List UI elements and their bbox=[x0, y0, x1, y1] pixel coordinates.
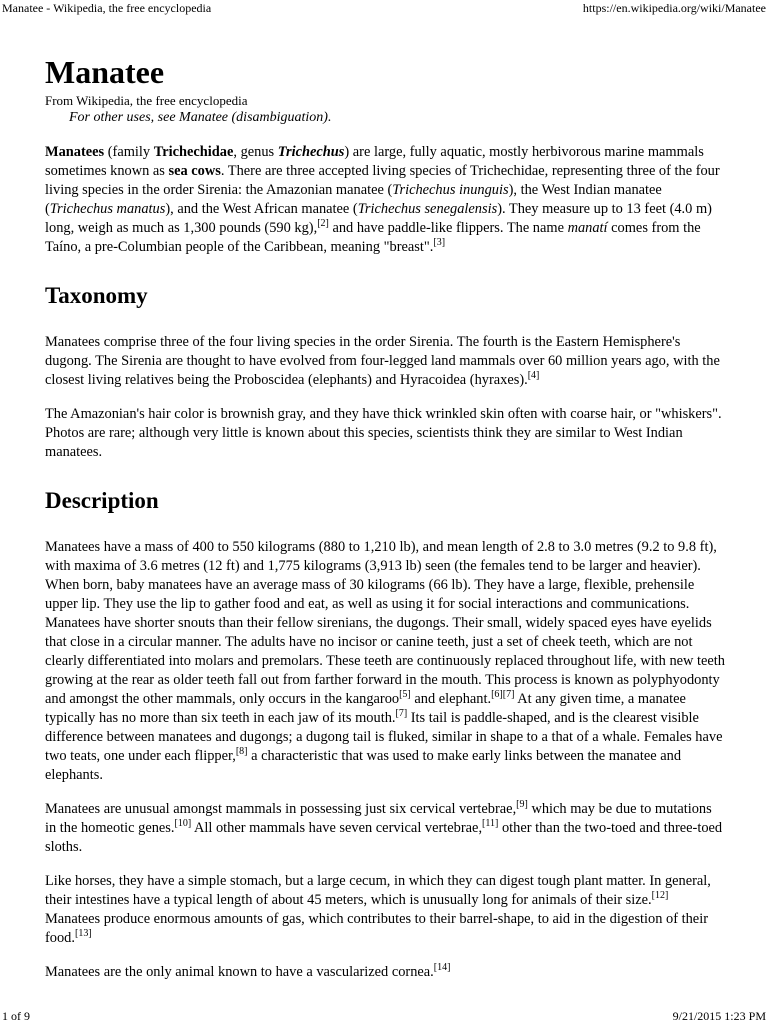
citation-ref[interactable]: [7] bbox=[395, 708, 408, 720]
citation-ref[interactable]: [10] bbox=[174, 818, 192, 830]
citation-ref[interactable]: [8] bbox=[235, 746, 248, 758]
italic-term: manatí bbox=[567, 220, 608, 236]
citation-ref[interactable]: [13] bbox=[74, 928, 92, 940]
citation-ref[interactable]: [11] bbox=[482, 818, 499, 830]
print-footer bbox=[0, 1008, 768, 1024]
link-trichechidae[interactable]: Trichechidae bbox=[153, 144, 234, 160]
print-timestamp: 9/21/2015 1:23 PM bbox=[672, 1009, 766, 1023]
species-name[interactable]: Trichechus inunguis bbox=[392, 182, 509, 198]
description-paragraph-1: Manatees have a mass of 400 to 550 kilograms (880 to 1,210 lb), and mean length of 2.8 to 3.0 metres (9.2 to 9.8 ft), with maxima of 3.6 metres (12 ft) and 1,775 kilograms (3,913 lb) seen (the females tend to be larger and heavier). When born, baby manatees have an average mass of 30 kilograms (66 lb). They have a large, flexible, prehensile upper lip. They use the lip to gather food and eat, as well as using it for social interactions and communications. Manatees have shorter snouts than their fellow sirenians, the dugongs. Their small, widely spaced eyes have eyelids that close in a circular manner. The adults have no incisor or canine teeth, just a set of cheek teeth, which are not clearly differentiated into molars and premolars. These teeth are continuously replaced throughout life, with new teeth growing at the rear as older teeth fall out from farther forward in the mouth. This process is known as polyphyodonty and amongst the other mammals, only occurs in the kangaroo[5] and elephant.[6][7] At any given time, a manatee typically has no more than six teeth in each jaw of its mouth.[7] Its tail is paddle-shaped, and is the clearest visible difference between manatees and dugongs; a dugong tail is fluked, similar in shape to a that of a whale. Females have two teats, one under each flipper,[8] a characteristic that was used to make early links between the manatee and elephants. bbox=[45, 539, 725, 783]
link-trichechus[interactable]: Trichechus bbox=[277, 144, 345, 160]
description-paragraph-3: Like horses, they have a simple stomach, but a large cecum, in which they can digest tough plant matter. In general, their intestines have a typical length of about 45 meters, which is unusually long for animals of their size.[12] Manatees produce enormous amounts of gas, which contributes to their barrel-shape, to aid in the digestion of their food.[13] bbox=[45, 873, 711, 946]
taxonomy-paragraph-2: The Amazonian's hair color is brownish gray, and they have thick wrinkled skin often with coarse hair, or "whiskers". Photos are rare; although very little is known about this species, scientists think they are similar to West Indian manatees. bbox=[45, 406, 722, 460]
page-counter: 1 of 9 bbox=[2, 1009, 30, 1023]
section-heading-description: Description bbox=[45, 488, 159, 513]
citation-ref[interactable]: [14] bbox=[433, 962, 451, 974]
description-paragraph-2: Manatees are unusual amongst mammals in possessing just six cervical vertebrae,[9] which may be due to mutations in the homeotic genes.[10] All other mammals have seven cervical vertebrae,[11] other than the two-toed and three-toed sloths. bbox=[45, 799, 723, 855]
section-heading-taxonomy: Taxonomy bbox=[45, 283, 148, 308]
taxonomy-paragraph-1: Manatees comprise three of the four living species in the order Sirenia. The fourth is the Eastern Hemisphere's dugong. The Sirenia are thought to have evolved from four-legged land mammals over 60 million years ago, with the closest living relatives being the Proboscidea (elephants) and Hyracoidea (hyraxes).[4] bbox=[45, 334, 720, 388]
species-name[interactable]: Trichechus manatus bbox=[49, 201, 166, 217]
species-name[interactable]: Trichechus senegalensis bbox=[357, 201, 498, 217]
citation-ref[interactable]: [5] bbox=[399, 689, 411, 701]
bold-sea-cows: sea cows bbox=[168, 163, 221, 179]
bold-term: Manatees bbox=[45, 144, 105, 160]
citation-ref[interactable]: [4] bbox=[527, 370, 540, 382]
page-title: Manatee bbox=[45, 54, 165, 90]
print-header bbox=[0, 0, 768, 16]
hatnote[interactable]: For other uses, see Manatee (disambiguation). bbox=[69, 110, 332, 125]
citation-ref[interactable]: [6][7] bbox=[491, 689, 515, 701]
citation-ref[interactable]: [2] bbox=[317, 218, 329, 230]
citation-ref[interactable]: [9] bbox=[516, 799, 528, 811]
article-body bbox=[45, 52, 725, 982]
header-page-title: Manatee - Wikipedia, the free encyclopedia bbox=[2, 1, 212, 15]
description-paragraph-4: Manatees are the only animal known to have a vascularized cornea.[14] bbox=[45, 962, 451, 980]
citation-ref[interactable]: [3] bbox=[433, 237, 446, 249]
citation-ref[interactable]: [12] bbox=[651, 890, 669, 902]
article-subtitle: From Wikipedia, the free encyclopedia bbox=[45, 93, 248, 108]
intro-paragraph: Manatees (family Trichechidae, genus Trichechus) are large, fully aquatic, mostly herbivorous marine mammals sometimes known as sea cows. There are three accepted living species of Trichechidae, representing three of the four living species in the order Sirenia: the Amazonian manatee (Trichechus inunguis), the West Indian manatee (Trichechus manatus), and the West African manatee (Trichechus senegalensis). They measure up to 13 feet (4.0 m) long, weigh as much as 1,300 pounds (590 kg),[2] and have paddle-like flippers. The name manatí comes from the Taíno, a pre-Columbian people of the Caribbean, meaning "breast".[3] bbox=[45, 144, 720, 255]
header-url[interactable]: https://en.wikipedia.org/wiki/Manatee bbox=[582, 1, 766, 15]
